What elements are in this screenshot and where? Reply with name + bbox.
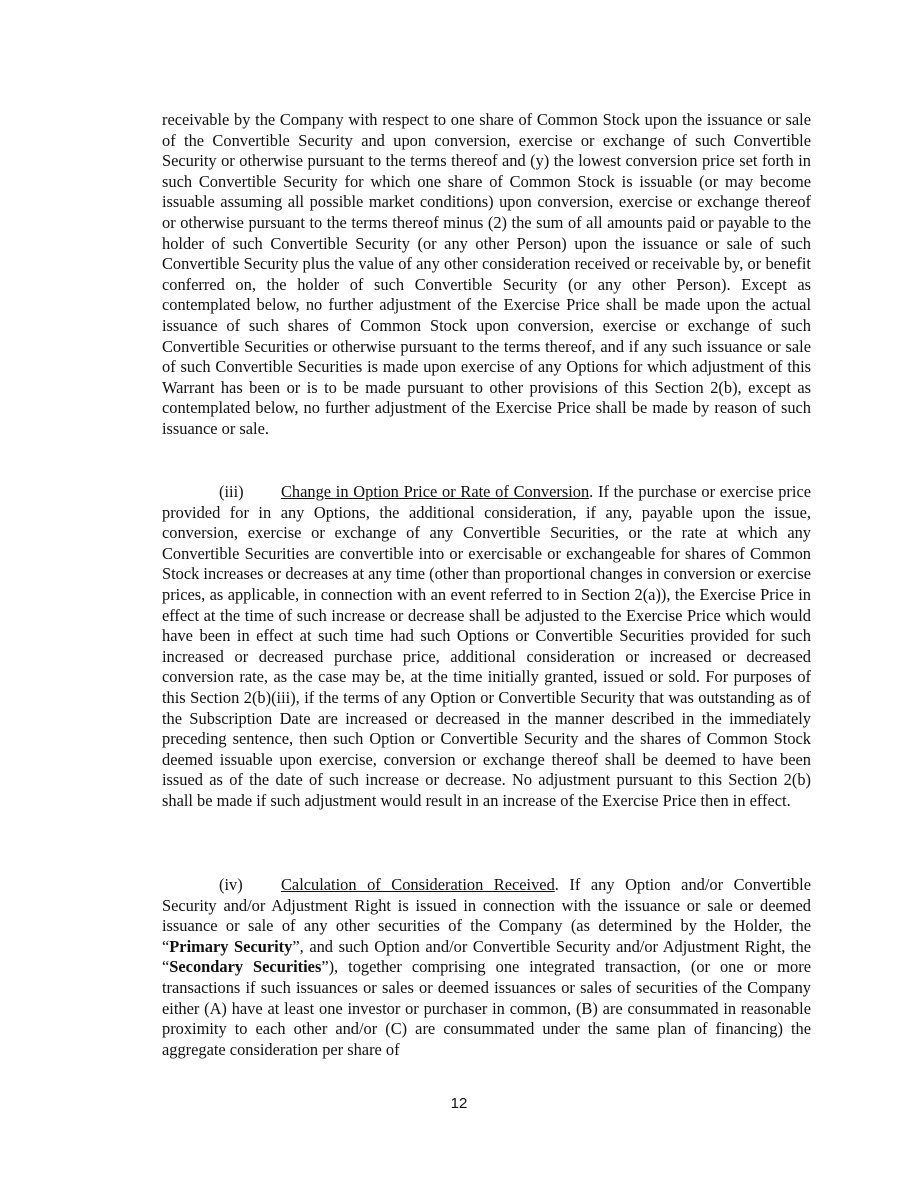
section-iii-body: . If the purchase or exercise price provided for in any Options, the additional consideration, if any, payable upon the issue, conversion, exercise or exchange of any Convertible Securities, or the rate at which any Convertible Securities are convertible into or exercisable or exchangeable for shares of Common Stock increases or decreases at any time (other than proportional changes in conversion or exercise prices, as applicable, in connection with an event referred to in Section 2(a)), the Exercise Price in effect at the time of such increase or decrease shall be adjusted to the Exercise Price which would have been in effect at such time had such Options or Convertible Securities provided for such increased or decreased purchase price, additional consideration or increased or decreased conversion rate, as the case may be, at the time initially granted, issued or sold. For purposes of this Section 2(b)(iii), if the terms of any Option or Convertible Security that was outstanding as of the Subscription Date are increased or decreased in the manner described in the immediately preceding sentence, then such Option or Convertible Security and the shares of Common Stock deemed issuable upon exercise, conversion or exchange thereof shall be deemed to have been issued as of the date of such increase or decrease. No adjustment pursuant to this Section 2(b) shall be made if such adjustment would result in an increase of the Exercise Price then in effect. [162, 482, 812, 810]
section-iv-paragraph [162, 875, 811, 1060]
paragraph-continuation [162, 110, 811, 440]
section-iv-title: Calculation of Consideration Received [281, 875, 555, 894]
section-iii-text-block [162, 482, 811, 812]
defined-term-secondary-securities: Secondary Securities [169, 957, 322, 977]
section-iii-paragraph [162, 482, 811, 812]
page-number: 12 [450, 1095, 468, 1112]
section-iv-text-block [162, 875, 811, 1060]
paragraph-1-text: receivable by the Company with respect to one share of Common Stock upon the issuance or sale of the Convertible Security and upon conversion, exercise or exchange of such Convertible Security or otherwise pursuant to the terms thereof and (y) the lowest conversion price set forth in such Convertible Security for which one share of Common Stock is issuable (or may become issuable assuming all possible market conditions) upon conversion, exercise or exchange thereof or otherwise pursuant to the terms thereof minus (2) the sum of all amounts paid or payable to the holder of such Convertible Security (or any other Person) upon the issuance or sale of such Convertible Security plus the value of any other consideration received or receivable by, or benefit conferred on, the holder of such Convertible Security (or any other Person). Except as contemplated below, no further adjustment of the Exercise Price shall be made upon the actual issuance of such shares of Common Stock upon conversion, exercise or exchange of such Convertible Securities or otherwise pursuant to the terms thereof, and if any such issuance or sale of such Convertible Securities is made upon exercise of any Options for which adjustment of this Warrant has been or is to be made pursuant to other provisions of this Section 2(b), except as contemplated below, no further adjustment of the Exercise Price shall be made by reason of such issuance or sale. [162, 110, 811, 438]
section-iv-body-a: . If any Option and/or Convertible Security and/or Adjustment Right is issued in connection with the issuance or sale or deemed issuance or sale of any other securities of the Company (as determined by the Holder, the “ [162, 875, 811, 956]
section-iv-number: (iv) [219, 875, 243, 894]
section-iv-body-b: ”, and such Option and/or Convertible Security and/or Adjustment Right, the “ [162, 936, 811, 977]
section-iii-title: Change in Option Price or Rate of Conversion [281, 482, 590, 501]
defined-term-primary-security: Primary Security [169, 936, 293, 956]
section-iii-number: (iii) [219, 482, 244, 501]
section-iv-body-c: ”), together comprising one integrated transaction, (or one or more transactions if such issuances or sales or deemed issuances or sales of securities of the Company either (A) have at least one investor or purchaser in common, (B) are consummated in reasonable proximity to each other and/or (C) are consummated under the same plan of financing) the aggregate consideration per share of [162, 957, 811, 1059]
